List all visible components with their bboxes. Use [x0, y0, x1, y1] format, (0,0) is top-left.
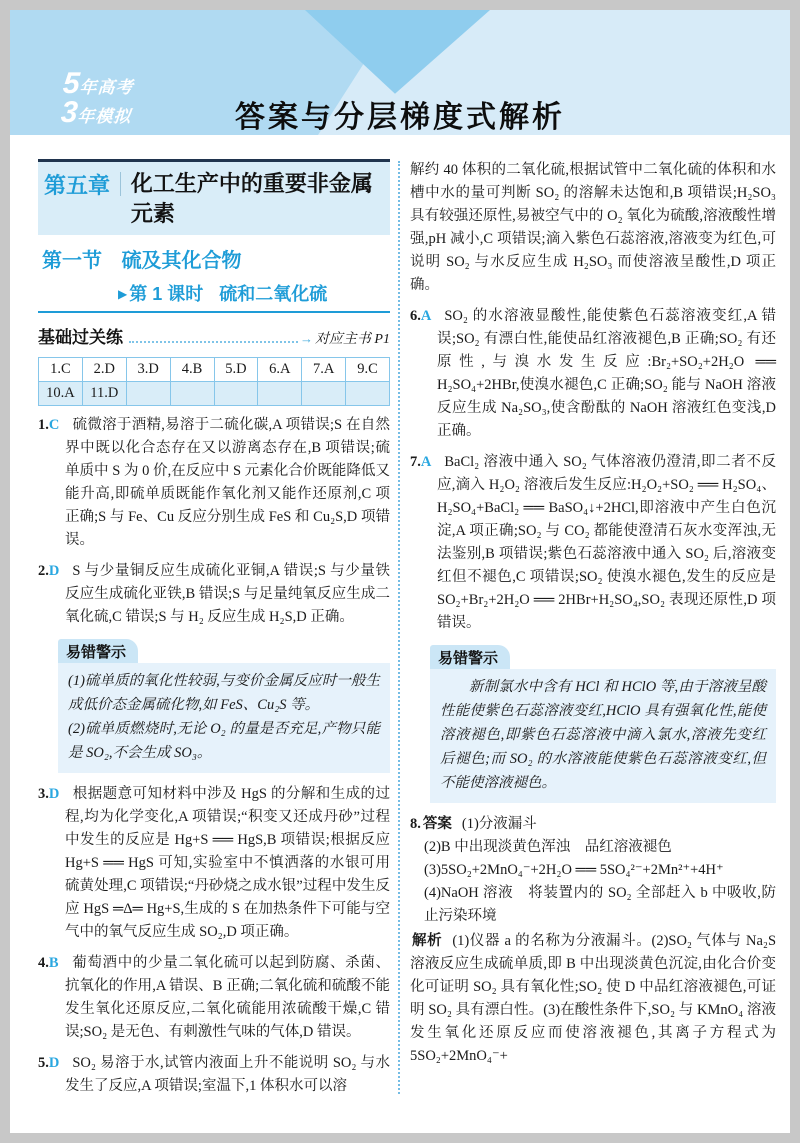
- answer-8-line-1: [410, 813, 776, 836]
- blue-rule-divider: [38, 311, 390, 313]
- warning-tab: 易错警示: [430, 645, 510, 669]
- answer-cell: 4.B: [170, 358, 214, 382]
- lesson-title: 硫和二氧化硫: [219, 284, 328, 305]
- warning-box-1: [58, 639, 390, 773]
- answer-letter: A: [420, 308, 432, 324]
- answer-letter: D: [48, 1055, 60, 1072]
- warning-box-2: [430, 645, 776, 803]
- dotted-leader: [129, 341, 298, 343]
- answer-number: 8.: [410, 816, 421, 832]
- warning-paragraph: 新制氯水中含有 HCl 和 HClO 等,由于溶液呈酸性能使紫色石蕊溶液变红,HClO 具有强氧化性,能使溶液褪色,即紫色石蕊溶液中滴入氯水,溶液先变红后褪色;而 SO₂ 的水溶液能使紫色石蕊溶液变红,但不能使溶液褪色。: [440, 679, 766, 791]
- answer-8-items: [410, 836, 776, 928]
- answer-number: 1.: [38, 417, 49, 434]
- answer-cell: [346, 382, 390, 406]
- answer-text: SO₂ 易溶于水,试管内液面上升不能说明 SO₂ 与水发生了反应,A 项错误;室温下,1 体积水可以溶: [65, 1055, 390, 1095]
- answer-number: 5.: [38, 1055, 49, 1072]
- answer-item-4: (4)NaOH 溶液 将装置内的 SO₂ 全部赶入 b 中吸收,防止污染环境: [424, 885, 776, 924]
- answer-number: 7.: [410, 454, 421, 470]
- answer-text: BaCl₂ 溶液中通入 SO₂ 气体溶液仍澄清,即二者不反应,滴入 H₂O₂ 溶液后发生反应:H₂O₂+SO₂ ══ H₂SO₄、H₂SO₄+BaCl₂ ══ BaSO₄↓+2HCl,即溶液中产生白色沉淀,A 项正确;SO₂ 与 CO₂ 都能使澄清石灰水变浑浊,无法鉴别,B 项错误;紫色石蕊溶液中通入 SO₂ 后,溶液变红但不褪色,C 项错误;SO₂ 使溴水褪色,发生的反应是 SO₂+Br₂+2H₂O ══ 2HBr+H₂SO₄,SO₂ 表现还原性,D 项错误。: [437, 454, 776, 631]
- answer-text: 葡萄酒中的少量二氧化硫可以起到防腐、杀菌、抗氧化的作用,A 错误、B 正确;二氧化硫和硫酸不能发生氧化还原反应,二氧化硫能用浓硫酸干燥,C 错误;SO₂ 是无色、有刺激性气味的气体,D 错误。: [65, 955, 390, 1041]
- answer-item-1: (1)分液漏斗: [461, 816, 537, 832]
- chapter-title: 化工生产中的重要非金属元素: [130, 171, 373, 226]
- practice-heading: [38, 323, 390, 348]
- answer-paragraph-2: [38, 560, 390, 629]
- jiexi-text: (1)仪器 a 的名称为分液漏斗。(2)SO₂ 气体与 Na₂S 溶液反应生成硫单质,即 B 中出现淡黄色沉淀,由化合价变化可证明 SO₂ 具有氧化性;SO₂ 使 D 中品红溶液褪色,可证明 SO₂ 具有漂白性。(3)在酸性条件下,SO₂ 与 KMnO₄ 溶液发生氧化还原反应而使溶液褪色,其离子方程式为 5SO₂+2MnO₄⁻+: [410, 933, 777, 1064]
- answer-paragraph-6: [410, 305, 776, 443]
- answer-cell: 2.D: [82, 358, 126, 382]
- column-divider: [398, 161, 400, 1094]
- answer-paragraph-5: [38, 1052, 390, 1098]
- answer-paragraph-7: [410, 451, 776, 635]
- chapter-label: 第五章: [44, 173, 111, 198]
- lesson-heading: [118, 280, 390, 306]
- answer-letter: B: [48, 955, 59, 972]
- answer-cell: 6.A: [258, 358, 302, 382]
- answer-text: 硫微溶于酒精,易溶于二硫化碳,A 项错误;S 在自然界中既以化合态存在又以游离态存在,B 项错误;硫单质中 S 为 0 价,在反应中 S 元素化合价既能降低又能升高,即硫单质既能作氧化剂又能作还原剂,C 项正确;S 与 Fe、Cu 反应分别生成 FeS 和 Cu₂S,D 项错误。: [65, 417, 390, 549]
- lesson-label: 第 1 课时: [129, 284, 204, 305]
- answer-cell: [214, 382, 258, 406]
- answer-cell: 3.D: [126, 358, 170, 382]
- page-title: 答案与分层梯度式解析: [235, 101, 565, 134]
- answer-item-2: (2)B 中出现淡黄色浑浊 品红溶液褪色: [424, 839, 672, 855]
- answer-cell: 1.C: [39, 358, 83, 382]
- answer-paragraph-4: [38, 952, 390, 1044]
- answer-text: S 与少量铜反应生成硫化亚铜,A 错误;S 与少量铁反应生成硫化亚铁,B 错误;S 与足量纯氧反应生成二氧化硫,C 错误;S 与 H₂ 反应生成 H₂S,D 正确。: [65, 563, 390, 626]
- answer-text: SO₂ 的水溶液显酸性,能使紫色石蕊溶液变红,A 错误;SO₂ 有漂白性,能使品红溶液褪色,B 正确;SO₂ 有还原性,与溴水发生反应:Br₂+SO₂+2H₂O ══ H₂SO₄+2HBr,使溴水褪色,C 正确;SO₂ 能与 NaOH 溶液反应生成 Na₂SO₃,使含酚酞的 NaOH 溶液红色变浅,D 正确。: [437, 308, 776, 439]
- answer-table: [38, 357, 390, 406]
- answer-letter: D: [48, 786, 60, 803]
- answer-table-row-2: [39, 382, 390, 406]
- answer-cell: 9.C: [346, 358, 390, 382]
- answer-paragraph-1: [38, 414, 390, 552]
- answer-item-3: (3)5SO₂+2MnO₄⁻+2H₂O ══ 5SO₄²⁻+2Mn²⁺+4H⁺: [424, 862, 724, 878]
- brand-digit-5: 5: [61, 67, 81, 100]
- answer-number: 2.: [38, 563, 49, 580]
- answer-cell: 5.D: [214, 358, 258, 382]
- answer-page: [10, 10, 790, 1133]
- warning-paragraph: (2)硫单质燃烧时,无论 O₂ 的量是否充足,产物只能是 SO₂,不会生成 SO₃。: [68, 721, 380, 762]
- warning-body: [58, 663, 390, 773]
- right-column: [410, 159, 776, 1098]
- jiexi-label: 解析: [412, 933, 443, 949]
- answer-cell: 11.D: [82, 382, 126, 406]
- answer-paragraph-3: [38, 783, 390, 944]
- warning-body: [430, 669, 776, 803]
- section-heading: [42, 244, 390, 273]
- arrow-icon: →: [299, 331, 313, 347]
- chapter-divider: [120, 172, 121, 196]
- answer-cell: 10.A: [39, 382, 83, 406]
- page-content: [10, 135, 790, 1098]
- page-header: [10, 10, 790, 135]
- answer-number: 4.: [38, 955, 49, 972]
- answer-number: 3.: [38, 786, 49, 803]
- practice-title: 基础过关练: [38, 328, 123, 348]
- answer-cell: [258, 382, 302, 406]
- chapter-heading: [38, 159, 390, 235]
- answer-block-8: [410, 813, 776, 1068]
- answer-cell: [126, 382, 170, 406]
- answer-number: 6.: [410, 308, 421, 324]
- left-column: [38, 159, 390, 1098]
- jiexi-paragraph: [410, 930, 776, 1068]
- brand-digit-3: 3: [59, 95, 79, 129]
- answer-label: 答案: [422, 816, 452, 832]
- section-title: 硫及其化合物: [121, 250, 242, 273]
- answer-letter: C: [48, 417, 60, 434]
- section-label: 第一节: [42, 250, 102, 273]
- answer-cell: [302, 382, 346, 406]
- warning-paragraph: (1)硫单质的氧化性较弱,与变价金属反应时一般生成低价态金属硫化物,如 FeS、Cu₂S 等。: [68, 673, 380, 714]
- answer-5-continuation: 解约 40 体积的二氧化硫,根据试管中二氧化硫的体积和水槽中水的量可判断 SO₂ 的溶解未达饱和,B 项错误;H₂SO₃ 具有较强还原性,易被空气中的 O₂ 氧化为硫酸,溶液酸性增强,pH 减小,C 项错误;滴入紫色石蕊溶液,溶液变为红色,可说明 SO₂ 与水反应生成 H₂SO₃ 而使溶液呈酸性,D 项正确。: [410, 162, 776, 293]
- answer-letter: D: [48, 563, 60, 580]
- practice-ref: 对应主书 P1: [314, 332, 390, 348]
- triangle-marker-icon: ▶: [118, 287, 128, 302]
- brand-text-gaokao: 年高考: [78, 78, 135, 97]
- answer-table-row-1: [39, 358, 390, 382]
- brand-text-moni: 年模拟: [76, 106, 133, 126]
- answer-cell: 7.A: [302, 358, 346, 382]
- answer-text: 根据题意可知材料中涉及 HgS 的分解和生成的过程,均为化学变化,A 项错误;“积变又还成丹砂”过程中发生的反应是 Hg+S ══ HgS,B 项错误;根据反应 Hg+S ══ HgS 可知,实验室中不慎洒落的水银可用硫黄处理,C 项错误;“丹砂烧之成水银”过程中发生反应 HgS ═Δ═ Hg+S,生成的 S 在加热条件下可能与空气中的氧气反应生成 SO₂,D 项正确。: [65, 786, 390, 941]
- answer-cell: [170, 382, 214, 406]
- warning-tab: 易错警示: [58, 639, 138, 663]
- answer-letter: A: [420, 454, 432, 470]
